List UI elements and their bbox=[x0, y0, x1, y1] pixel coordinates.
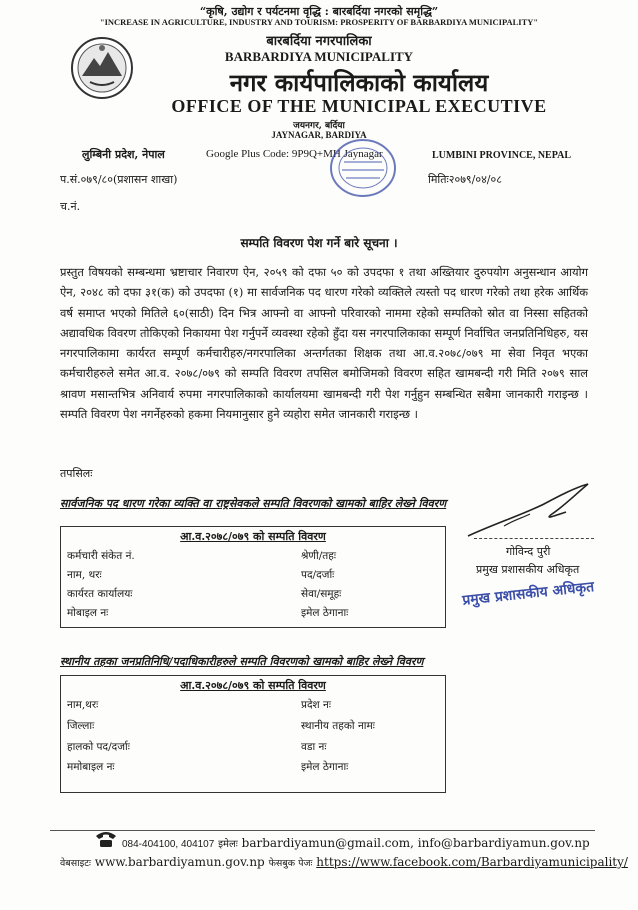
province-nepali: लुम्बिनी प्रदेश, नेपाल bbox=[82, 148, 165, 161]
reference-number: प.सं.०७९/८०(प्रशासन शाखा) bbox=[60, 173, 178, 186]
form1-field-label: सेवा/समूहः bbox=[301, 588, 342, 600]
handwritten-signature bbox=[464, 480, 594, 542]
form2-heading: स्थानीय तहका जनप्रतिनिधि/पदाधिकारीहरुले सम्पति विवरणको खामको बाहिर लेख्ने विवरण bbox=[60, 655, 424, 668]
footer-email-label: इमेलः bbox=[218, 839, 238, 850]
address-english: JAYNAGAR, BARDIYA bbox=[271, 130, 367, 140]
municipality-name-nepali: बारबर्दिया नगरपालिका bbox=[266, 34, 372, 49]
footer-web-line bbox=[60, 855, 628, 869]
form1-field-label: पद/दर्जाः bbox=[301, 569, 335, 581]
details-label: तपसिलः bbox=[60, 467, 93, 480]
footer-contact-line bbox=[100, 836, 590, 850]
form1-heading: सार्वजनिक पद धारण गरेका व्यक्ति वा राष्ट्रसेवकले सम्पति विवरणको खामको बाहिर लेख्ने विवरण bbox=[60, 497, 447, 510]
notice-subject: सम्पति विवरण पेश गर्ने बारे सूचना । bbox=[240, 236, 398, 250]
form2-field-label: हालको पद/दर्जाः bbox=[67, 741, 130, 753]
office-title-nepali: नगर कार्यपालिकाको कार्यालय bbox=[229, 68, 489, 97]
form2-field-label: नाम,थरः bbox=[67, 699, 99, 711]
slogan-nepali: “कृषि, उद्योग र पर्यटनमा वृद्धि : बारबर्दिया नगरको समृद्धि” bbox=[199, 5, 439, 18]
letter-date: मितिः२०७९/०४/०८ bbox=[428, 173, 502, 186]
footer-facebook-link[interactable]: https://www.facebook.com/Barbardiyamunicipality/ bbox=[316, 855, 628, 869]
signature-line bbox=[474, 538, 594, 539]
form2-field-label: जिल्लाः bbox=[67, 720, 95, 732]
address-nepali: जयनगर, बर्दिया bbox=[293, 121, 345, 131]
form2-title: आ.व.२०७८/०७९ को सम्पति विवरण bbox=[180, 679, 326, 692]
footer-website[interactable]: www.barbardiyamun.gov.np bbox=[94, 855, 265, 869]
notice-body: प्रस्तुत विषयको सम्बन्धमा भ्रष्टाचार निवारण ऐन, २०५९ को दफा ५० को उपदफा १ तथा अख्तियार दुरुपयोग अनुसन्धान आयोग ऐन, २०४८ को दफा ३१(क) को उपदफा (१) मा सार्वजनिक पद धारण गरेको व्यक्तिले त्यस्तो पद धारण गरेको तथा हरेक आर्थिक वर्ष समाप्त भएको मितिले ६०(साठी) दिन भित्र आफ्नो वा आफ्नो परिवारको नाममा रहेको सम्पतिको स्रोत वा निस्सा सहितको अद्यावधिक विवरण तोकिएको निकायमा पेश गर्नुपर्ने व्यवस्था रहेको हुँदा यस नगरपालिकाका सम्पूर्ण निर्वाचित जनप्रतिनिधिहरु, यस नगरपालिकामा कार्यरत सम्पूर्ण कर्मचारीहरु/नगरपालिका अन्तर्गतका शिक्षक तथा आ.व.२०७८/०७९ मा सेवा निवृत भएका कर्मचारीहरुले समेत आ.व. २०७८/०७९ को सम्पति विवरण तपसिल बमोजिमको विवरण सहित खामबन्दी गरी मिति २०७९ साल श्रावण मसान्तभित्र अनिवार्य रुपमा नगरपालिकाको कार्यालयमा खामबन्दी गरी पेश गर्नुहुन सम्बन्धित सबैमा जानकारी गराइन्छ । सम्पति विवरण पेश नगर्नेहरुको हकमा नियमानुसार हुने व्यहोरा समेत जानकारी गराइन्छ । bbox=[60, 265, 588, 422]
form1-field-label: मोबाइल नः bbox=[67, 607, 109, 619]
footer-emails[interactable]: barbardiyamun@gmail.com, info@barbardiyamun.gov.np bbox=[241, 836, 590, 850]
signatory-stamp: प्रमुख प्रशासकीय अधिकृत bbox=[461, 579, 595, 609]
envelope-form-representative bbox=[60, 675, 446, 793]
form1-field-label: इमेल ठेगानाः bbox=[301, 607, 349, 619]
form2-field-label: प्रदेश नः bbox=[301, 699, 331, 711]
municipality-name-english: BARBARDIYA MUNICIPALITY bbox=[224, 49, 414, 64]
office-seal-stamp bbox=[326, 136, 400, 200]
form2-field-label: इमेल ठेगानाः bbox=[301, 761, 349, 773]
envelope-form-employee bbox=[60, 526, 446, 628]
signatory-title: प्रमुख प्रशासकीय अधिकृत bbox=[476, 563, 580, 576]
form2-field-label: वडा नः bbox=[301, 741, 327, 753]
footer-website-label: वेबसाइटः bbox=[60, 858, 91, 869]
form1-field-label: श्रेणी/तहः bbox=[301, 550, 336, 562]
form1-title: आ.व.२०७८/०७९ को सम्पति विवरण bbox=[180, 530, 326, 543]
form2-field-label: स्थानीय तहको नामः bbox=[301, 720, 375, 732]
office-title-english: OFFICE OF THE MUNICIPAL EXECUTIVE bbox=[171, 96, 547, 116]
google-plus-code: Google Plus Code: 9P9Q+MH Jaynagar bbox=[206, 148, 383, 160]
form1-field-label: कार्यरत कार्यालयः bbox=[67, 588, 133, 600]
footer-divider bbox=[50, 830, 595, 831]
form1-field-label: नाम, थरः bbox=[67, 569, 102, 581]
footer-phone: 084-404100, 404107 bbox=[122, 839, 215, 850]
province-english: LUMBINI PROVINCE, NEPAL bbox=[432, 150, 571, 161]
footer-facebook-label: फेसबुक पेजः bbox=[268, 858, 313, 869]
form1-field-label: कर्मचारी संकेत नं. bbox=[67, 550, 135, 562]
dispatch-number: च.नं. bbox=[60, 200, 81, 213]
signatory-name: गोविन्द पुरी bbox=[506, 545, 551, 558]
slogan-english: "INCREASE IN AGRICULTURE, INDUSTRY AND TOURISM: PROSPERITY OF BARBARDIYA MUNICIPALITY" bbox=[99, 17, 539, 27]
form2-field-label: ममोबाइल नः bbox=[67, 761, 115, 773]
